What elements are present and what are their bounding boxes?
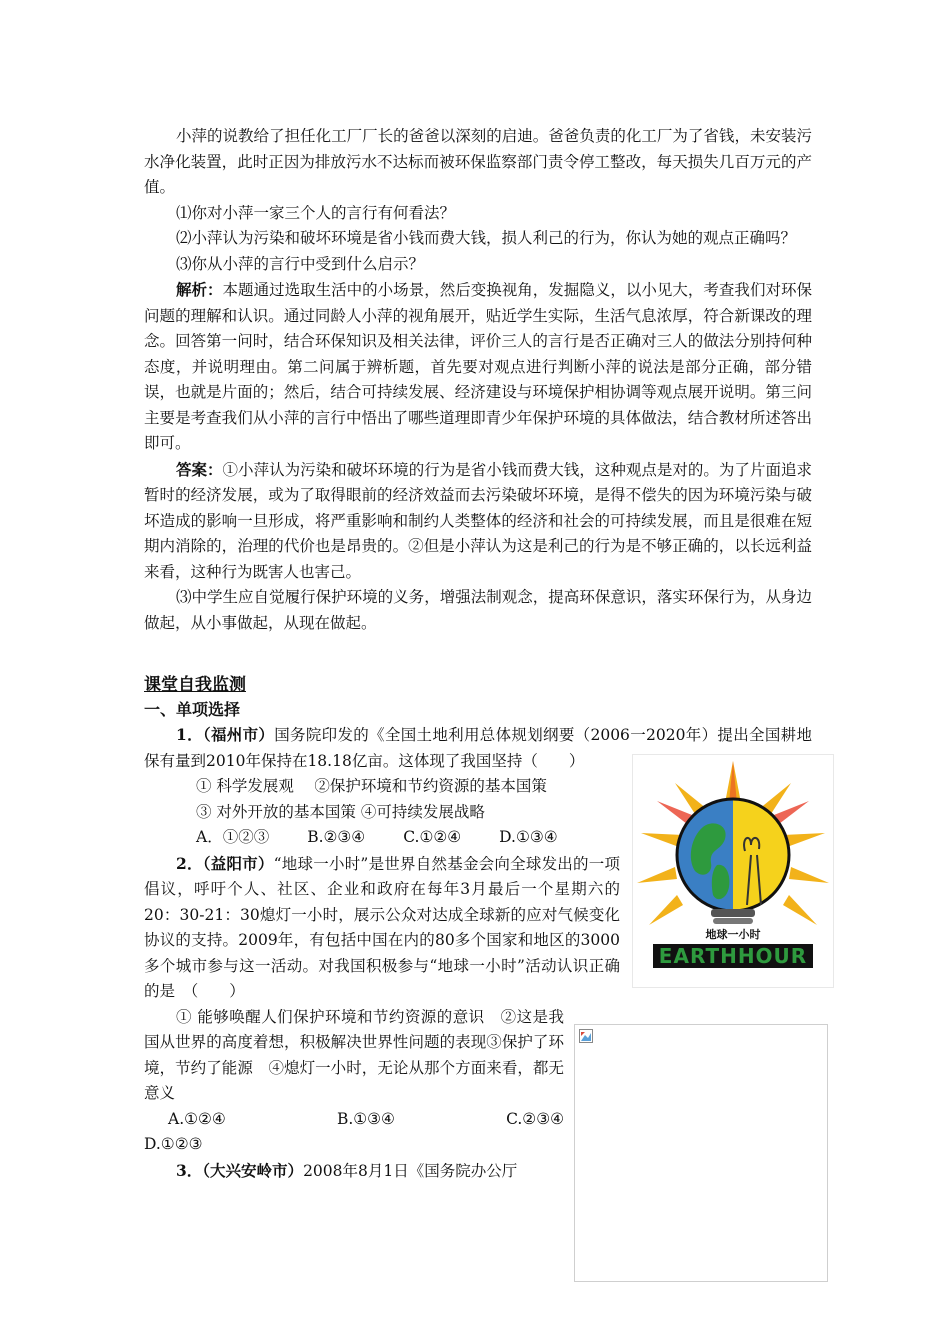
earth-hour-logo-icon xyxy=(633,755,833,987)
q1-options-line-2: ③ 对外开放的基本国策 ④可持续发展战略 xyxy=(196,802,485,821)
q1-stem: 国务院印发的《全国土地利用总体规划纲要（2006一2020年）提出全国耕地保有量到2010年保持在18.18亿亩。这体现了我国坚持（ ） xyxy=(144,726,812,770)
q1-choice-b: B.②③④ xyxy=(307,828,366,846)
q1-source: （福州市） xyxy=(202,725,275,744)
broken-image-icon xyxy=(579,1029,593,1043)
mc-question-2 xyxy=(144,851,620,1005)
earth-hour-logo-image xyxy=(632,754,834,988)
answer xyxy=(144,457,812,586)
passage-paragraph: 小萍的说教给了担任化工厂厂长的爸爸以深刻的启迪。爸爸负责的化工厂为了省钱，未安装污水净化装置，此时正因为排放污水不达标而被环保监察部门责令停工整改，每天损失几百万元的产值。 xyxy=(144,127,812,196)
q2-number: 2． xyxy=(176,853,203,873)
q2-source: （益阳市） xyxy=(202,853,274,873)
question-1: ⑴你对小萍一家三个人的言行有何看法？ xyxy=(176,203,456,222)
section-subtitle: 一、单项选择 xyxy=(144,700,241,719)
q1-choice-a: A．①②③ xyxy=(196,828,270,846)
analysis-text: 本题通过选取生活中的小场景，然后变换视角，发掘隐义，以小见大，考查我们对环保问题的理解和认识。通过同龄人小萍的视角展开，贴近学生实际，生活气息浓厚，符合新课改的理念。回答第一问时，结合环保知识及相关法律，评价三人的言行是否正确对三人的做法分别持何种态度，并说明理由。第二问属于辨析题，首先要对观点进行判断小萍的说法是部分正确，部分错误，也就是片面的；然后，结合可持续发展、经济建设与环境保护相协调等观点展开说明。第三问主要是考查我们从小萍的言行中悟出了哪些道理即青少年保护环境的具体做法，结合教材所述答出即可。 xyxy=(144,281,812,452)
answer-text: ①小萍认为污染和破坏环境的行为是省小钱而费大钱，这种观点是对的。为了片面追求暂时的经济发展，或为了取得眼前的经济效益而去污染破坏环境，是得不偿失的因为环境污染与破坏造成的影响一旦形成，将严重影响和制约人类整体的经济和社会的可持续发展，而且是很难在短期内消除的，治理的代价也是昂贵的。②但是小萍认为这是利己的行为是不够正确的，以长远利益来看，这种行为既害人也害己。 xyxy=(144,460,812,581)
section-title: 课堂自我监测 xyxy=(144,675,246,695)
answer-label: 答案： xyxy=(176,459,223,479)
q1-choice-c: C.①②④ xyxy=(403,828,462,846)
q3-number: 3． xyxy=(176,1160,203,1180)
mc-question-3 xyxy=(144,1158,564,1185)
question-3: ⑶你从小萍的言行中受到什么启示？ xyxy=(176,254,425,273)
logo-chinese-text: 地球一小时 xyxy=(705,928,761,941)
q2-choices xyxy=(144,1107,564,1133)
placeholder-image xyxy=(574,1024,828,1282)
q2-choice-c: C.②③④ xyxy=(506,1109,564,1128)
logo-english-text: EARTHHOUR xyxy=(658,944,808,968)
q2-options: ① 能够唤醒人们保护环境和节约资源的意识 ②这是我国从世界的高度着想，积极解决世界性问题的表现③保护了环境，节约了能源 ④熄灯一小时，无论从那个方面来看，都无意义 xyxy=(144,1007,564,1102)
bulb-icon xyxy=(677,799,789,924)
q2-stem: “地球一小时”是世界自然基金会向全球发出的一项倡议，呼吁个人、社区、企业和政府在每年3月最后一个星期六的20：30-21：30熄灯一小时，展示公众对达成全球新的应对气候变化协议的支持。2009年，有包括中国在内的80多个国家和地区的3000多个城市参与这一活动。对我国积极参与“地球一小时”活动认识正确的是 （ ） xyxy=(144,854,620,1000)
q1-options-line-1: ① 科学发展观 ②保护环境和节约资源的基本国策 xyxy=(196,777,547,795)
analysis-label: 解析： xyxy=(176,280,223,299)
q1-choice-d: D.①③④ xyxy=(499,828,558,846)
q2-choice-d: D.①②③ xyxy=(144,1135,203,1153)
analysis xyxy=(144,277,812,457)
answer-3: ⑶中学生应自觉履行保护环境的义务，增强法制观念，提高环保意识，落实环保行为，从身边做起，从小事做起，从现在做起。 xyxy=(144,588,812,632)
question-2: ⑵小萍认为污染和破坏环境是省小钱而费大钱，损人利己的行为，你认为她的观点正确吗？ xyxy=(176,229,797,247)
q1-number: 1． xyxy=(176,725,203,744)
q3-source: （大兴安岭市） xyxy=(202,1160,304,1180)
q2-choice-b: B.①③④ xyxy=(336,1109,395,1128)
q3-stem: 2008年8月1日《国务院办公厅 xyxy=(303,1161,518,1180)
q2-choice-a: A.①②④ xyxy=(168,1109,226,1128)
